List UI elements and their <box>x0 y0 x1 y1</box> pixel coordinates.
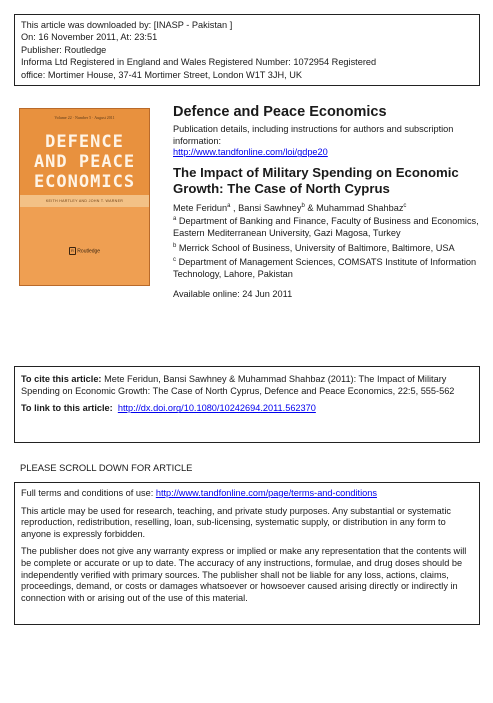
terms-box <box>14 482 480 625</box>
article-link <box>21 402 473 414</box>
affiliation-mark: b <box>173 242 177 249</box>
affiliation <box>173 243 483 255</box>
author-name: Muhammad Shahbaz <box>316 202 404 213</box>
download-line: On: 16 November 2011, At: 23:51 <box>21 32 158 43</box>
download-info-box <box>14 14 480 86</box>
terms-intro <box>21 488 473 500</box>
cover-editors: KEITH HARTLEY AND JOHN T. WARNER <box>45 199 124 203</box>
affiliation <box>173 216 483 239</box>
available-online-date: Available online: 24 Jun 2011 <box>173 289 293 300</box>
cover-publisher <box>20 247 149 255</box>
affiliation-text: Department of Banking and Finance, Faculty of Business and Economics, Eastern Mediterranean University, Gazi Magosa, Turkey <box>173 216 479 238</box>
download-line: office: Mortimer House, 37-41 Mortimer Street, London W1T 3JH, UK <box>21 69 303 80</box>
terms-paragraph: The publisher does not give any warranty express or implied or make any representation that the contents will be complete or accurate or up to date. The accuracy of any instructions, formulae, and drug doses should be independently verified with primary sources. The publisher shall not be liable for any loss, actions, claims, proceedings, demand, or costs or damages whatsoever or howsoever caused arising directly or indirectly in connection with or arising out of the use of this material. <box>21 546 467 603</box>
citation-text: Mete Feridun, Bansi Sawhney & Muhammad Shahbaz (2011): The Impact of Military Spending on Economic Growth: The Case of North Cyprus, Defence and Peace Economics, 22:5, 555-562 <box>21 374 455 397</box>
affiliation-text: Merrick School of Business, University of Baltimore, Baltimore, USA <box>178 242 455 253</box>
citation-label: To cite this article: <box>21 374 102 384</box>
author-affiliation-mark: b <box>301 202 305 209</box>
cover-publisher-name: Routledge <box>77 248 101 255</box>
terms-url-link[interactable]: http://www.tandfonline.com/page/terms-and-conditions <box>155 488 377 498</box>
author-affiliation-mark: c <box>403 202 407 209</box>
cover-title-line: DEFENCE <box>45 132 124 152</box>
journal-name: Defence and Peace Economics <box>173 104 387 120</box>
download-line: This article was downloaded by: [INASP - Pakistan ] <box>21 20 233 30</box>
author-name: Bansi Sawhney <box>238 202 302 213</box>
author-list: Mete Feridun$^a$ , Bansi Sawhney$^b$ & Muhammad Shahbaz$^c$ <box>173 202 407 213</box>
author-name: Mete Feridun <box>173 202 228 213</box>
journal-details: Publication details, including instructions for authors and subscription information: <box>173 124 454 146</box>
affiliation <box>173 257 483 280</box>
citation <box>21 373 473 397</box>
routledge-logo-icon: R <box>69 247 76 255</box>
cover-issue-line: Volume 22 · Number 5 · August 2011 <box>54 115 115 120</box>
journal-url-link[interactable]: http://www.tandfonline.com/loi/gdpe20 <box>173 147 328 158</box>
affiliation-mark: c <box>173 257 176 264</box>
cover-title-line: ECONOMICS <box>33 172 136 192</box>
scroll-notice: PLEASE SCROLL DOWN FOR ARTICLE <box>20 462 193 473</box>
doi-link[interactable]: http://dx.doi.org/10.1080/10242694.2011.562370 <box>117 403 316 414</box>
article-title: The Impact of Military Spending on Economic Growth: The Case of North Cyprus <box>173 164 459 196</box>
article-info <box>173 104 483 301</box>
author-affiliation-mark: a <box>227 202 231 209</box>
affiliation-mark: a <box>173 216 177 223</box>
cover-title <box>20 132 149 192</box>
download-line: Informa Ltd Registered in England and Wales Registered Number: 1072954 Registered <box>21 57 377 68</box>
terms-paragraph: This article may be used for research, teaching, and private study purposes. Any substantial or systematic reproduction, redistribution, reselling, loan, sub-licensing, systematic supply, or distribution in any form to anyone is expressly forbidden. <box>21 505 451 539</box>
cover-title-line: AND PEACE <box>33 152 136 172</box>
link-label: To link to this article: <box>21 403 113 414</box>
affiliation-text: Department of Management Sciences, COMSATS Institute of Information Technology, Lahore, Pakistan <box>173 257 477 279</box>
citation-box <box>14 366 480 443</box>
journal-cover-image <box>19 108 150 286</box>
terms-intro-text: Full terms and conditions of use: <box>21 488 154 498</box>
download-line: Publisher: Routledge <box>21 44 107 55</box>
